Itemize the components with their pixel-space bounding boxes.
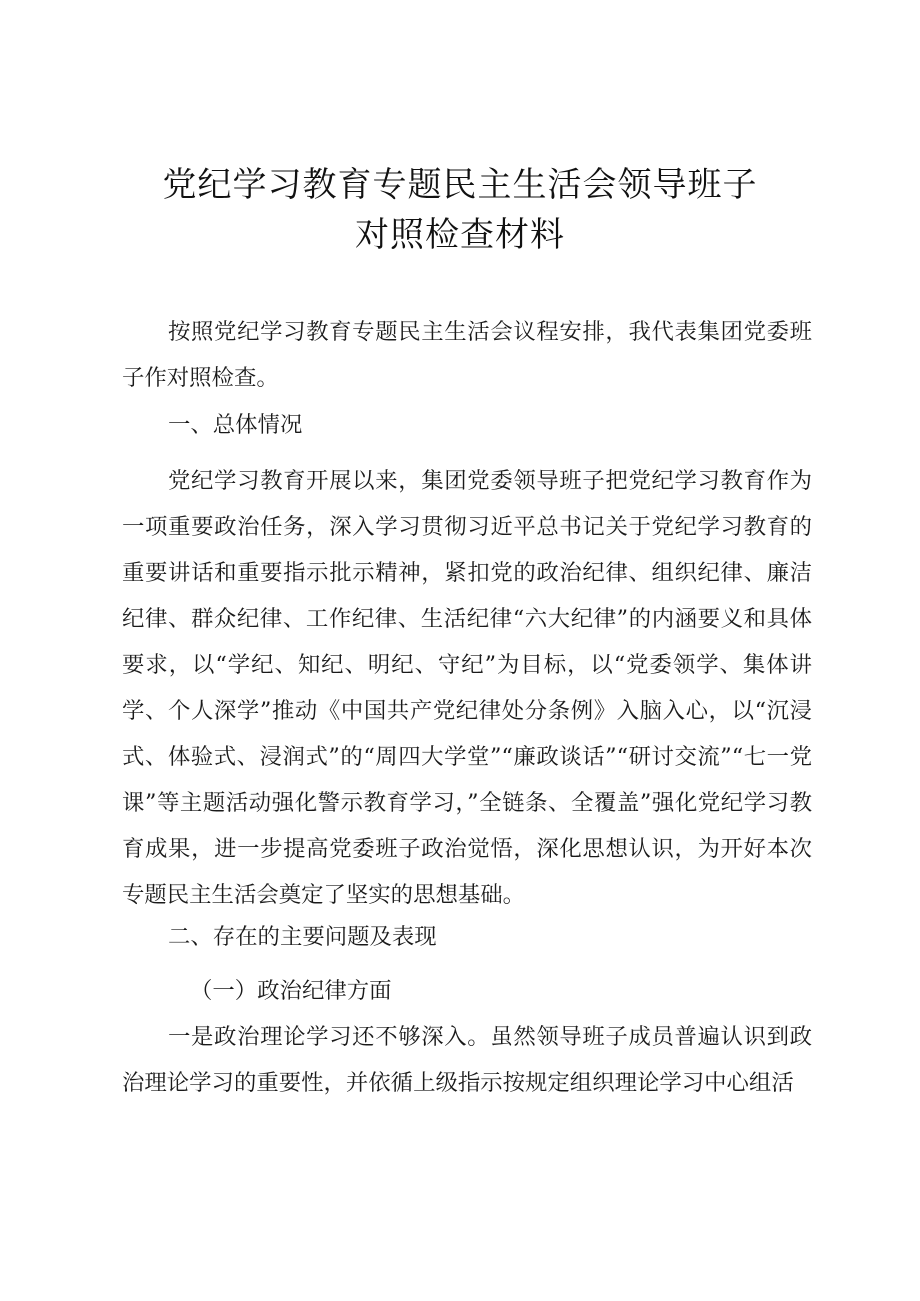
section-1-heading: 一、总体情况 xyxy=(168,412,303,438)
intro-paragraph: 按照党纪学习教育专题民主生活会议程安排，我代表集团党委班子作对照检查。 xyxy=(122,319,812,391)
section-2-1-paragraph: 一是政治理论学习还不够深入。虽然领导班子成员普遍认识到政治理论学习的重要性，并依循上级指示按规定组织理论学习中心组活 xyxy=(122,1024,812,1096)
section-1-paragraph: 党纪学习教育开展以来，集团党委领导班子把党纪学习教育作为一项重要政治任务，深入学习贯彻习近平总书记关于党纪学习教育的重要讲话和重要指示批示精神，紧扣党的政治纪律、组织纪律、廉洁纪律、群众纪律、工作纪律、生活纪律“六大纪律”的内涵要义和具体要求，以“学纪、知纪、明纪、守纪”为目标，以“党委领学、集体讲学、个人深学”推动《中国共产党纪律处分条例》入脑入心，以“沉浸式、体验式、浸润式”的“周四大学堂”“廉政谈话”“研讨交流”“七一党课”等主题活动强化警示教育学习，”全链条、全覆盖”强化党纪学习教育成果，进一步提高党委班子政治觉悟，深化思想认识，为开好本次专题民主生活会奠定了坚实的思想基础。 xyxy=(122,468,812,908)
section-2-1-heading: （一）政治纪律方面 xyxy=(190,978,392,1004)
section-2-heading: 二、存在的主要问题及表现 xyxy=(168,924,437,950)
document-title-line-2: 对照检查材料 xyxy=(355,215,565,255)
document-title-line-1: 党纪学习教育专题民主生活会领导班子 xyxy=(162,165,758,205)
